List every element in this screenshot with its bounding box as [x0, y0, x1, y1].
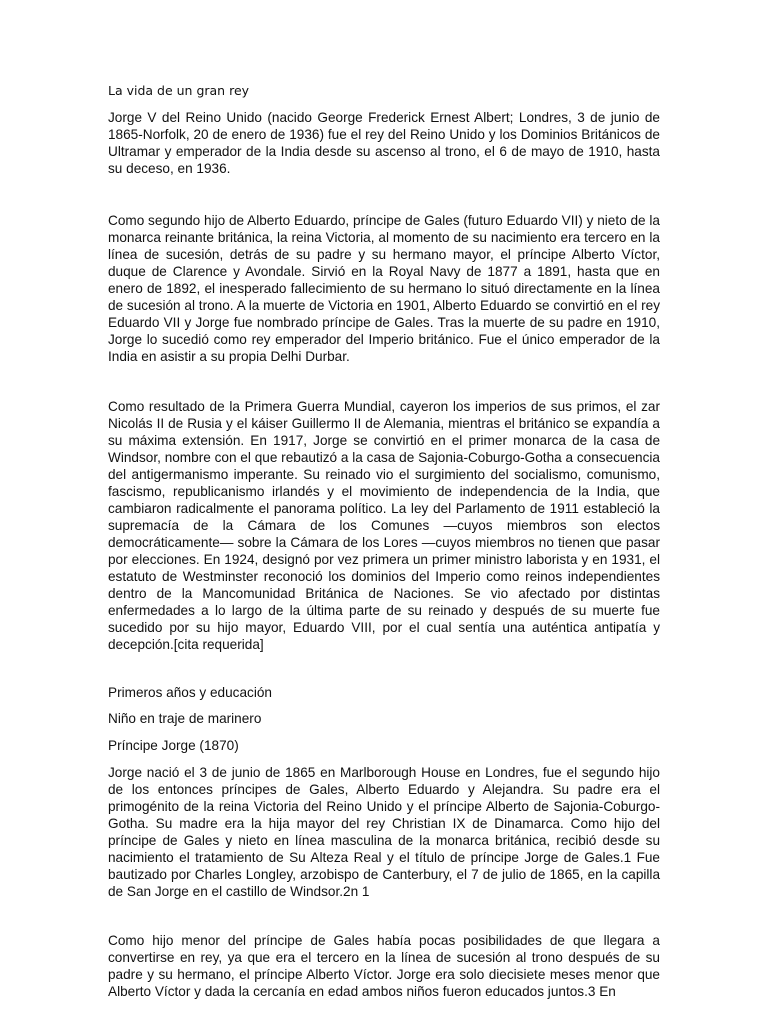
document-title: La vida de un gran rey: [108, 83, 250, 98]
paragraph-education: Como hijo menor del príncipe de Gales había pocas posibilidades de que llegara a convertirse en rey, ya que era el tercero en la línea de sucesión al trono después de su padre y su hermano, el príncipe Alberto Víctor. Jorge era solo diecisiete meses menor que Alberto Víctor y dada la cercanía en edad ambos niños fueron educados juntos.3 En: [108, 933, 660, 999]
paragraph-birth: Jorge nació el 3 de junio de 1865 en Marlborough House en Londres, fue el segundo hijo de los entonces príncipes de Gales, Alberto Eduardo y Alejandra. Su padre era el primogénito de la reina Victoria del Reino Unido y el príncipe Alberto de Sajonia-Coburgo-Gotha. Su madre era la hija mayor del rey Christian IX de Dinamarca. Como hijo del príncipe de Gales y nieto en línea masculina de la monarca británica, recibió desde su nacimiento el tratamiento de Su Alteza Real y el título de príncipe Jorge de Gales.1 Fue bautizado por Charles Longley, arzobispo de Canterbury, el 7 de julio de 1865, en la capilla de San Jorge en el castillo de Windsor.2n 1: [108, 765, 660, 899]
section-heading-early-years: Primeros años y educación: [108, 685, 272, 700]
image-caption-sailor-suit: Niño en traje de marinero: [108, 711, 262, 726]
image-caption-prince-george: Príncipe Jorge (1870): [108, 738, 239, 753]
paragraph-succession: Como segundo hijo de Alberto Eduardo, príncipe de Gales (futuro Eduardo VII) y nieto de la monarca reinante británica, la reina Victoria, al momento de su nacimiento era tercero en la línea de sucesión, detrás de su padre y su hermano mayor, el príncipe Alberto Víctor, duque de Clarence y Avondale. Sirvió en la Royal Navy de 1877 a 1891, hasta que en enero de 1892, el inesperado fallecimiento de su hermano lo situó directamente en la línea de sucesión al trono. A la muerte de Victoria en 1901, Alberto Eduardo se convirtió en el rey Eduardo VII y Jorge fue nombrado príncipe de Gales. Tras la muerte de su padre en 1910, Jorge lo sucedió como rey emperador del Imperio británico. Fue el único emperador de la India en asistir a su propia Delhi Durbar.: [108, 213, 660, 364]
paragraph-intro: Jorge V del Reino Unido (nacido George Frederick Ernest Albert; Londres, 3 de junio de 1865-Norfolk, 20 de enero de 1936) fue el rey del Reino Unido y los Dominios Británicos de Ultramar y emperador de la India desde su ascenso al trono, el 6 de mayo de 1910, hasta su deceso, en 1936.: [108, 110, 660, 176]
paragraph-reign: Como resultado de la Primera Guerra Mundial, cayeron los imperios de sus primos, el zar Nicolás II de Rusia y el káiser Guillermo II de Alemania, mientras el británico se expandía a su máxima extensión. En 1917, Jorge se convirtió en el primer monarca de la casa de Windsor, nombre con el que rebautizó a la casa de Sajonia-Coburgo-Gotha a consecuencia del antigermanismo imperante. Su reinado vio el surgimiento del socialismo, comunismo, fascismo, republicanismo irlandés y el movimiento de independencia de la India, que cambiaron radicalmente el panorama político. La ley del Parlamento de 1911 estableció la supremacía de la Cámara de los Comunes —cuyos miembros son electos democráticamente— sobre la Cámara de los Lores —cuyos miembros no tienen que pasar por elecciones. En 1924, designó por vez primera un primer ministro laborista y en 1931, el estatuto de Westminster reconoció los dominios del Imperio como reinos independientes dentro de la Mancomunidad Británica de Naciones. Se vio afectado por distintas enfermedades a lo largo de la última parte de su reinado y después de su muerte fue sucedido por su hijo mayor, Eduardo VIII, por el cual sentía una auténtica antipatía y decepción.[cita requerida]: [108, 399, 660, 652]
